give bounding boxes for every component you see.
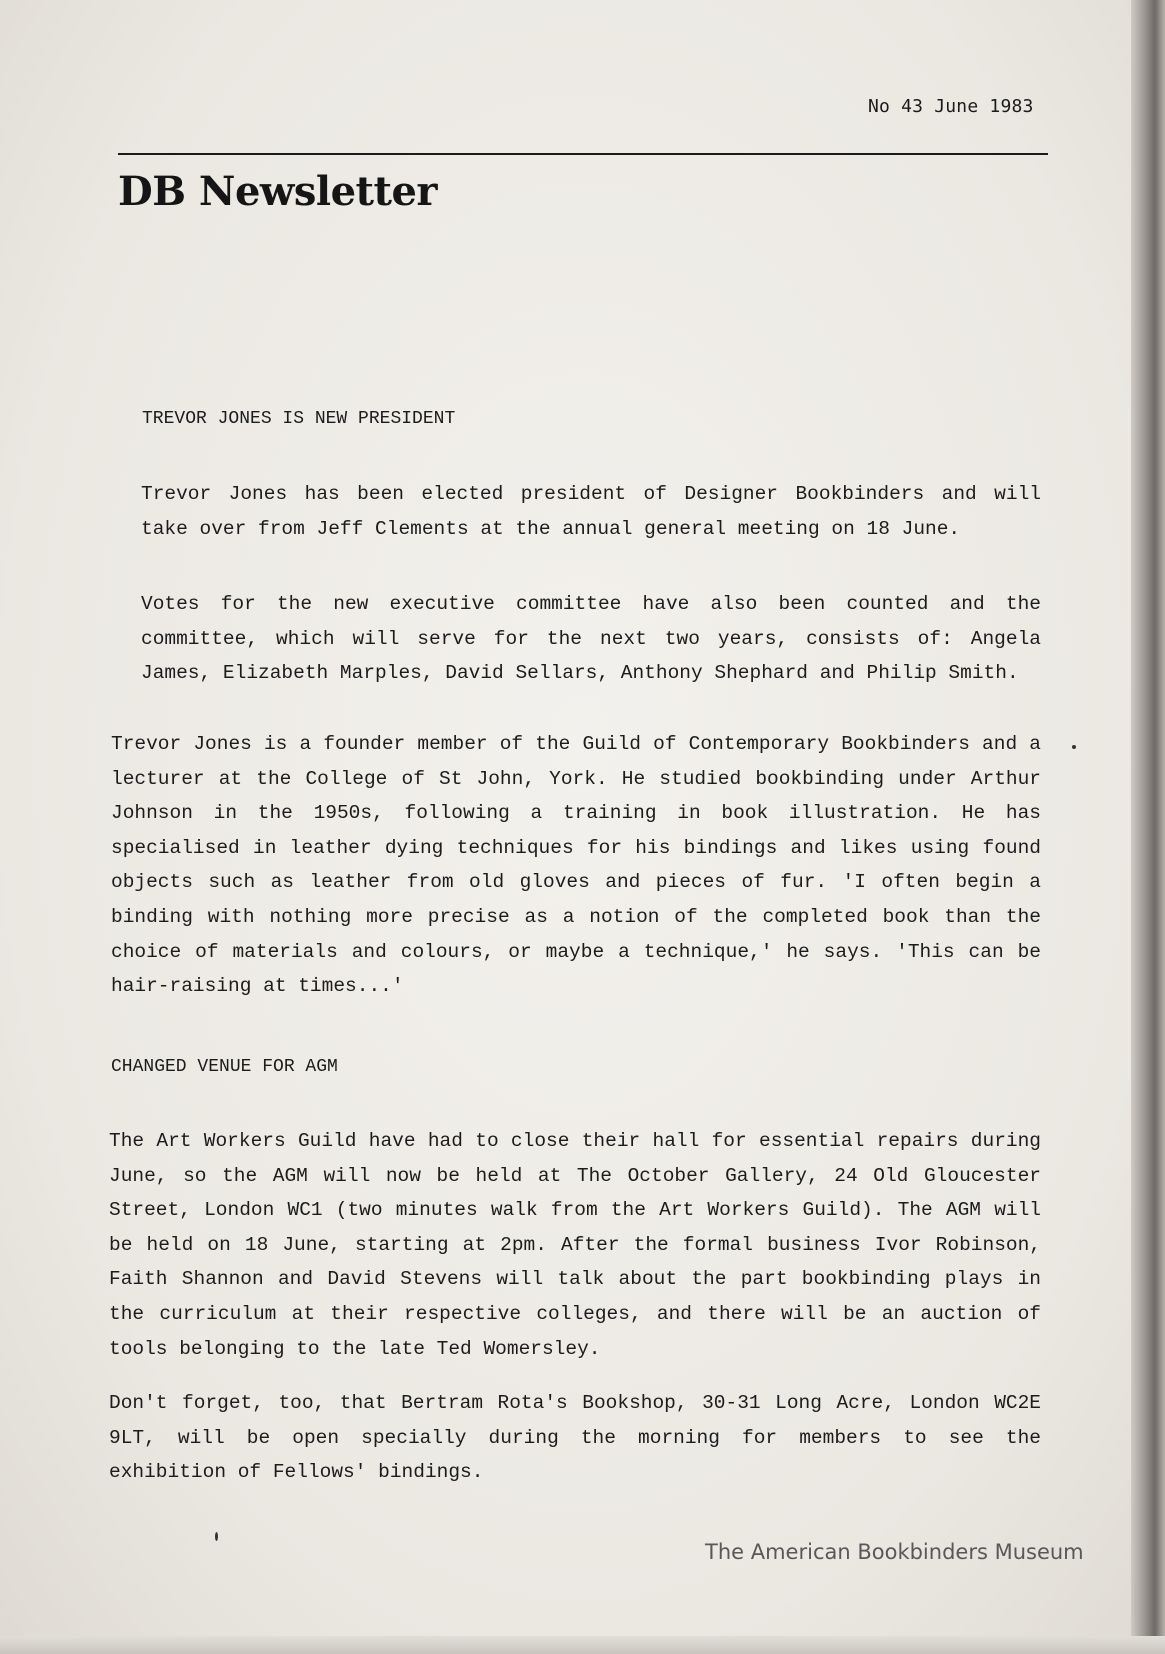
ink-speck xyxy=(1072,745,1076,749)
masthead-title: DB Newsletter xyxy=(118,168,438,215)
article-paragraph: Votes for the new executive committee have also been counted and the committee, which will serve for the next two years, consists of: Angela James, Elizabeth Marples, David Sellars, Anthony Shephard and Philip Smith. xyxy=(141,593,1041,685)
header-rule xyxy=(118,153,1048,155)
article-paragraph: Trevor Jones is a founder member of the Guild of Contemporary Bookbinders and a lecturer at the College of St John, York. He studied bookbinding under Arthur Johnson in the 1950s, following a training in book illustration. He has specialised in leather dying techniques for his bindings and likes using found objects such as leather from old gloves and pieces of fur. 'I often begin a binding with nothing more precise as a notion of the completed book than the choice of materials and colours, or maybe a technique,' he says. 'This can be hair-raising at times...' xyxy=(111,733,1041,998)
issue-number-date: No 43 June 1983 xyxy=(868,96,1034,117)
article-paragraph: Don't forget, too, that Bertram Rota's Bookshop, 30-31 Long Acre, London WC2E 9LT, will be open specially during the morning for members to see the exhibition of Fellows' bindings. xyxy=(109,1392,1041,1484)
article-paragraph: The Art Workers Guild have had to close their hall for essential repairs during June, so the AGM will now be held at The October Gallery, 24 Old Gloucester Street, London WC1 (two minutes walk from the Art Workers Guild). The AGM will be held on 18 June, starting at 2pm. After the formal business Ivor Robinson, Faith Shannon and David Stevens will talk about the part bookbinding plays in the curriculum at their respective colleges, and there will be an auction of tools belonging to the late Ted Womersley. xyxy=(109,1130,1041,1360)
page-edge-shadow xyxy=(1131,0,1165,1654)
ink-speck xyxy=(215,1532,218,1541)
article-paragraph: Trevor Jones has been elected president of Designer Bookbinders and will take over from Jeff Clements at the annual general meeting on 18 June. xyxy=(141,483,1041,540)
article-heading-new-president: TREVOR JONES IS NEW PRESIDENT xyxy=(142,409,456,429)
article-heading-changed-venue: CHANGED VENUE FOR AGM xyxy=(111,1057,338,1077)
museum-watermark: The American Bookbinders Museum xyxy=(705,1540,1084,1564)
page-bottom-edge xyxy=(0,1636,1165,1654)
